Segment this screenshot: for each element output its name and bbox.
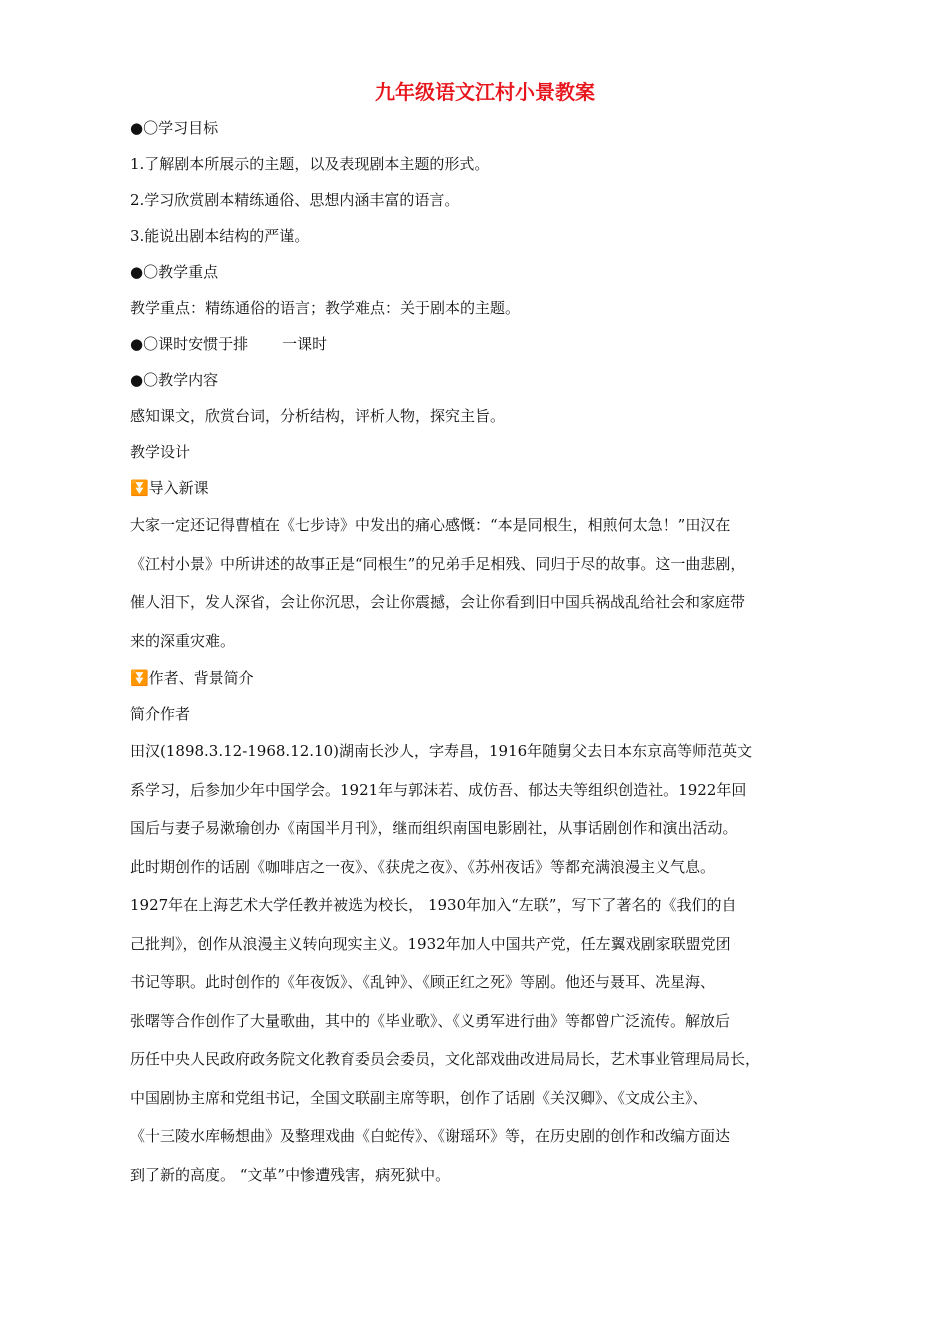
author-heading: ⏬作者、背景简介: [130, 669, 254, 687]
author-line: 历任中央人民政府政务院文化教育委员会委员，文化部戏曲改进局局长，艺术事业管理局局长，: [130, 1050, 761, 1068]
design-heading: 教学设计: [130, 443, 191, 461]
content-heading: ●〇教学内容: [130, 371, 219, 389]
goals-heading: ●〇学习目标: [130, 119, 219, 137]
intro-line: 来的深重灾难。: [130, 631, 236, 650]
schedule-value: 一课时: [282, 335, 328, 353]
schedule-row: [130, 326, 830, 362]
author-line: 《十三陵水库畅想曲》及整理戏曲《白蛇传》、《谢瑶环》等，在历史剧的创作和改编方面达: [130, 1127, 731, 1145]
author-line: 田汉(1898.3.12-1968.12.10)湖南长沙人，字寿昌，1916年随舅父去日本东京高等师范英文: [130, 742, 753, 760]
goal-item-3: 3.能说出剧本结构的严谨。: [130, 227, 310, 245]
page-title: 九年级语文江村小景教案: [375, 80, 595, 104]
goal-item-1: 1.了解剧本所展示的主题，以及表现剧本主题的形式。: [130, 155, 490, 173]
author-line: 中国剧协主席和党组书记，全国文联副主席等职，创作了话剧《关汉卿》、《文成公主》、: [130, 1088, 708, 1107]
focus-heading: ●〇教学重点: [130, 263, 219, 281]
document-page: [130, 78, 830, 1194]
author-paragraph: [130, 732, 830, 1194]
intro-paragraph: [130, 506, 830, 660]
intro-line: 催人泪下，发人深省，会让你沉思，会让你震撼，会让你看到旧中国兵祸战乱给社会和家庭带: [130, 593, 746, 611]
content-text: 感知课文，欣赏台词，分析结构，评析人物，探究主旨。: [130, 407, 506, 425]
author-line: 到了新的高度。 “文革”中惨遭残害，病死狱中。: [130, 1165, 451, 1184]
author-subheading: 简介作者: [130, 705, 191, 723]
author-line: 己批判》，创作从浪漫主义转向现实主义。1932年加人中国共产党，任左翼戏剧家联盟党团: [130, 934, 731, 953]
author-line: 书记等职。此时创作的《年夜饭》、《乱钟》、《顾正红之死》等剧。他还与聂耳、冼星海、: [130, 973, 716, 991]
schedule-heading: ●〇课时安惯于排: [130, 335, 249, 353]
intro-line: 《江村小景》中所讲述的故事正是“同根生”的兄弟手足相残、同归于尽的故事。这一曲悲剧，: [130, 554, 746, 573]
goal-item-2: 2.学习欣赏剧本精练通俗、思想内涵丰富的语言。: [130, 191, 460, 209]
author-line: 张曙等合作创作了大量歌曲，其中的《毕业歌》、《义勇军进行曲》等都曾广泛流传。解放后: [130, 1011, 731, 1030]
intro-line: 大家一定还记得曹植在《七步诗》中发出的痛心感慨：“本是同根生，相煎何太急！”田汉在: [130, 516, 731, 534]
intro-heading: ⏬导入新课: [130, 479, 209, 497]
focus-text: 教学重点：精练通俗的语言；教学难点：关于剧本的主题。: [130, 299, 521, 317]
author-line: 系学习，后参加少年中国学会。1921年与郭沫若、成仿吾、郁达夫等组织创造社。1922年回: [130, 780, 747, 799]
author-line: 国后与妻子易漱瑜创办《南国半月刊》，继而组织南国电影剧社，从事话剧创作和演出活动。: [130, 819, 738, 837]
author-line: 此时期创作的话剧《咖啡店之一夜》、《获虎之夜》、《苏州夜话》等都充满浪漫主义气息。: [130, 857, 716, 876]
author-line: 1927年在上海艺术大学任教并被选为校长， 1930年加入“左联”，写下了著名的《我们的自: [130, 896, 737, 914]
